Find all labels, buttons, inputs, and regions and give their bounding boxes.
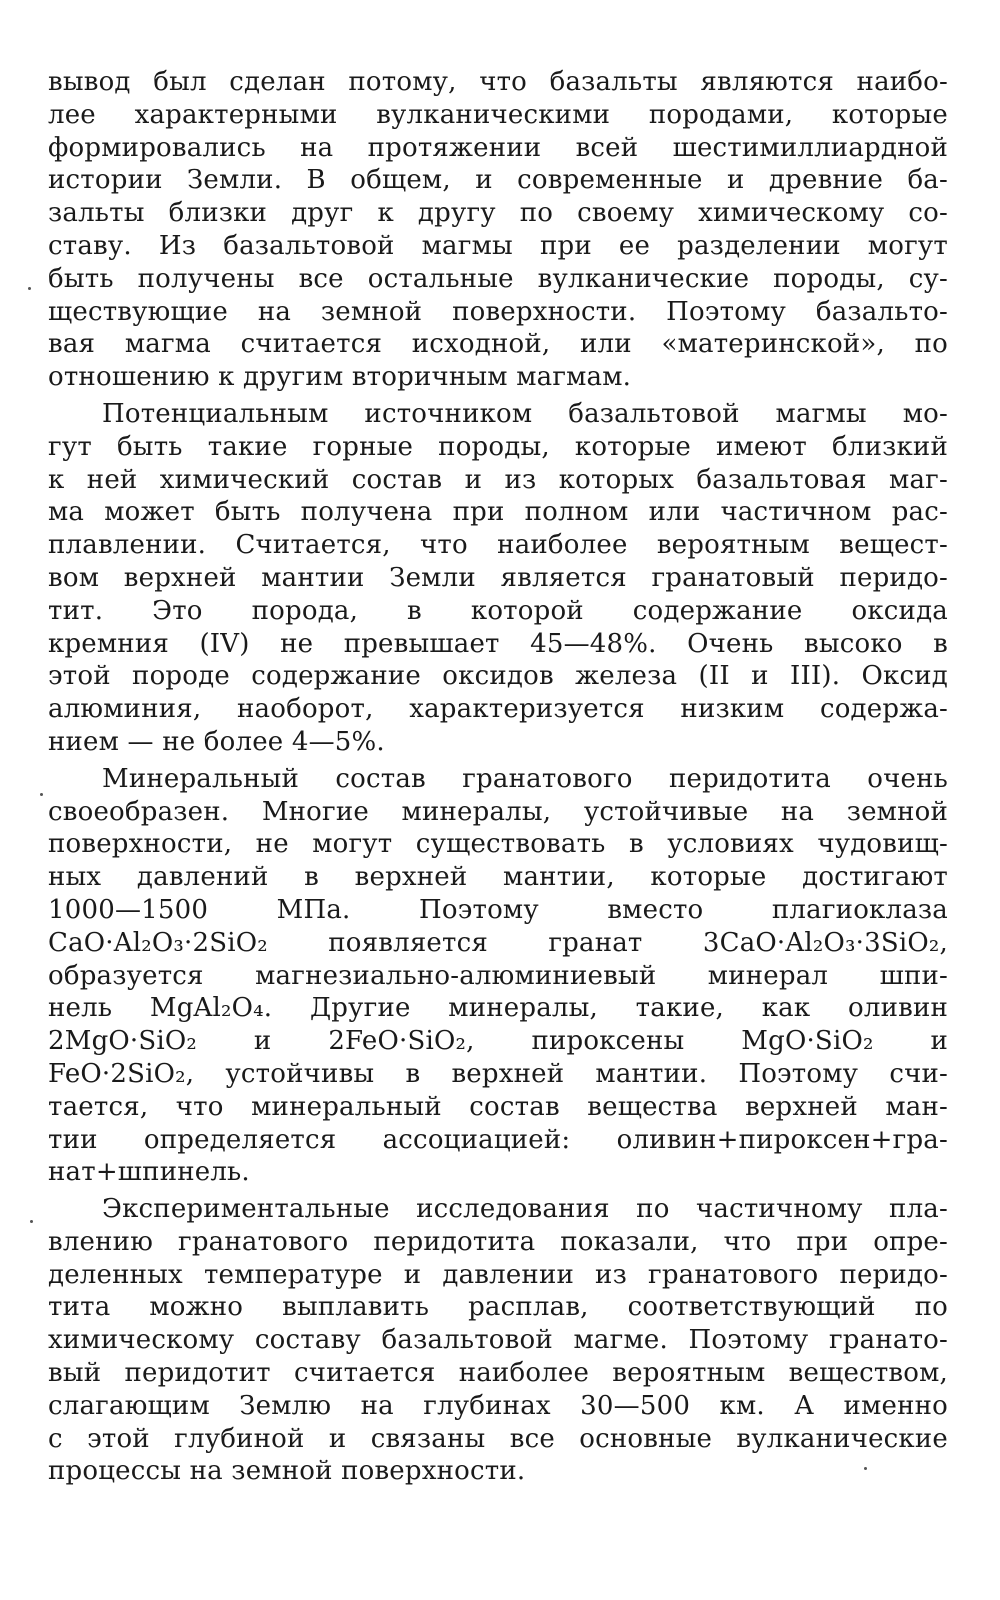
print-speck: [864, 1467, 867, 1470]
paragraph-3: [48, 763, 948, 1189]
text-line: ных давлений в верхней мантии, которые достигают: [48, 862, 948, 893]
text-line: алюминия, наоборот, характеризуется низким содержа-: [48, 694, 948, 725]
text-line: деленных температуре и давлении из гранатового перидо-: [48, 1259, 948, 1290]
text-line: FeO·2SiO₂, устойчивы в верхней мантии. Поэтому счи-: [48, 1058, 948, 1089]
text-line: Потенциальным источником базальтовой магмы мо-: [102, 398, 948, 429]
text-line: плавлении. Считается, что наиболее вероятным вещест-: [48, 530, 948, 561]
text-line: нием — не более 4—5%.: [48, 726, 385, 757]
text-line: тит. Это порода, в которой содержание оксида: [48, 595, 948, 626]
text-line: быть получены все остальные вулканические породы, су-: [48, 263, 948, 294]
text-line: истории Земли. В общем, и современные и древние ба-: [48, 165, 948, 196]
text-line: вывод был сделан потому, что базальты являются наибо-: [48, 67, 948, 97]
text-line: нель MgAl₂O₄. Другие минералы, такие, как оливин: [48, 993, 948, 1024]
text-line: влению гранатового перидотита показали, что при опре-: [48, 1226, 948, 1257]
text-line: к ней химический состав и из которых базальтовая маг-: [48, 464, 948, 495]
text-line: тита можно выплавить расплав, соответствующий по: [48, 1292, 948, 1323]
text-line: процессы на земной поверхности.: [48, 1456, 526, 1487]
print-speck: [28, 287, 31, 290]
text-line: поверхности, не могут существовать в условиях чудовищ-: [48, 829, 948, 860]
text-line: ществующие на земной поверхности. Поэтому базальто-: [48, 296, 948, 327]
text-line: CaO·Al₂O₃·2SiO₂ появляется гранат 3CaO·Al₂O₃·3SiO₂,: [48, 927, 948, 958]
text-line: гут быть такие горные породы, которые имеют близкий: [48, 431, 948, 462]
text-line: кремния (IV) не превышает 45—48%. Очень высоко в: [48, 628, 948, 659]
text-line: тается, что минеральный состав вещества верхней ман-: [48, 1091, 948, 1122]
text-line: с этой глубиной и связаны все основные вулканические: [48, 1423, 948, 1454]
text-line: вый перидотит считается наиболее вероятным веществом,: [48, 1358, 948, 1389]
document-page: [48, 66, 948, 1492]
text-line: образуется магнезиально-алюминиевый минерал шпи-: [48, 960, 948, 991]
text-line: 1000—1500 МПа. Поэтому вместо плагиоклаза: [48, 894, 948, 925]
text-line: тии определяется ассоциацией: оливин+пироксен+гра-: [48, 1124, 948, 1155]
paragraph-4: [48, 1193, 948, 1488]
paragraph-2: [48, 398, 948, 759]
text-line: Экспериментальные исследования по частичному пла-: [102, 1194, 948, 1225]
text-line: нат+шпинель.: [48, 1157, 250, 1188]
text-line: Минеральный состав гранатового перидотита очень: [102, 763, 948, 794]
text-line: ставу. Из базальтовой магмы при ее разделении могут: [48, 230, 948, 261]
text-line: этой породе содержание оксидов железа (II и III). Оксид: [48, 661, 948, 692]
text-line: зальты близки друг к другу по своему химическому со-: [48, 198, 948, 229]
text-line: формировались на протяжении всей шестимиллиардной: [48, 132, 948, 163]
text-line: ма может быть получена при полном или частичном рас-: [48, 497, 948, 528]
text-line: химическому составу базальтовой магме. Поэтому гранато-: [48, 1325, 948, 1356]
print-speck: [40, 793, 43, 796]
text-line: своеобразен. Многие минералы, устойчивые на земной: [48, 796, 948, 827]
print-speck: [30, 1220, 33, 1223]
text-line: слагающим Землю на глубинах 30—500 км. А именно: [48, 1390, 948, 1421]
text-line: вая магма считается исходной, или «материнской», по: [48, 329, 948, 360]
paragraph-1: [48, 66, 948, 394]
text-line: отношению к другим вторичным магмам.: [48, 362, 632, 393]
text-line: вом верхней мантии Земли является гранатовый перидо-: [48, 562, 948, 593]
text-line: лее характерными вулканическими породами, которые: [48, 99, 948, 130]
text-line: 2MgO·SiO₂ и 2FeO·SiO₂, пироксены MgO·SiO₂ и: [48, 1026, 948, 1057]
